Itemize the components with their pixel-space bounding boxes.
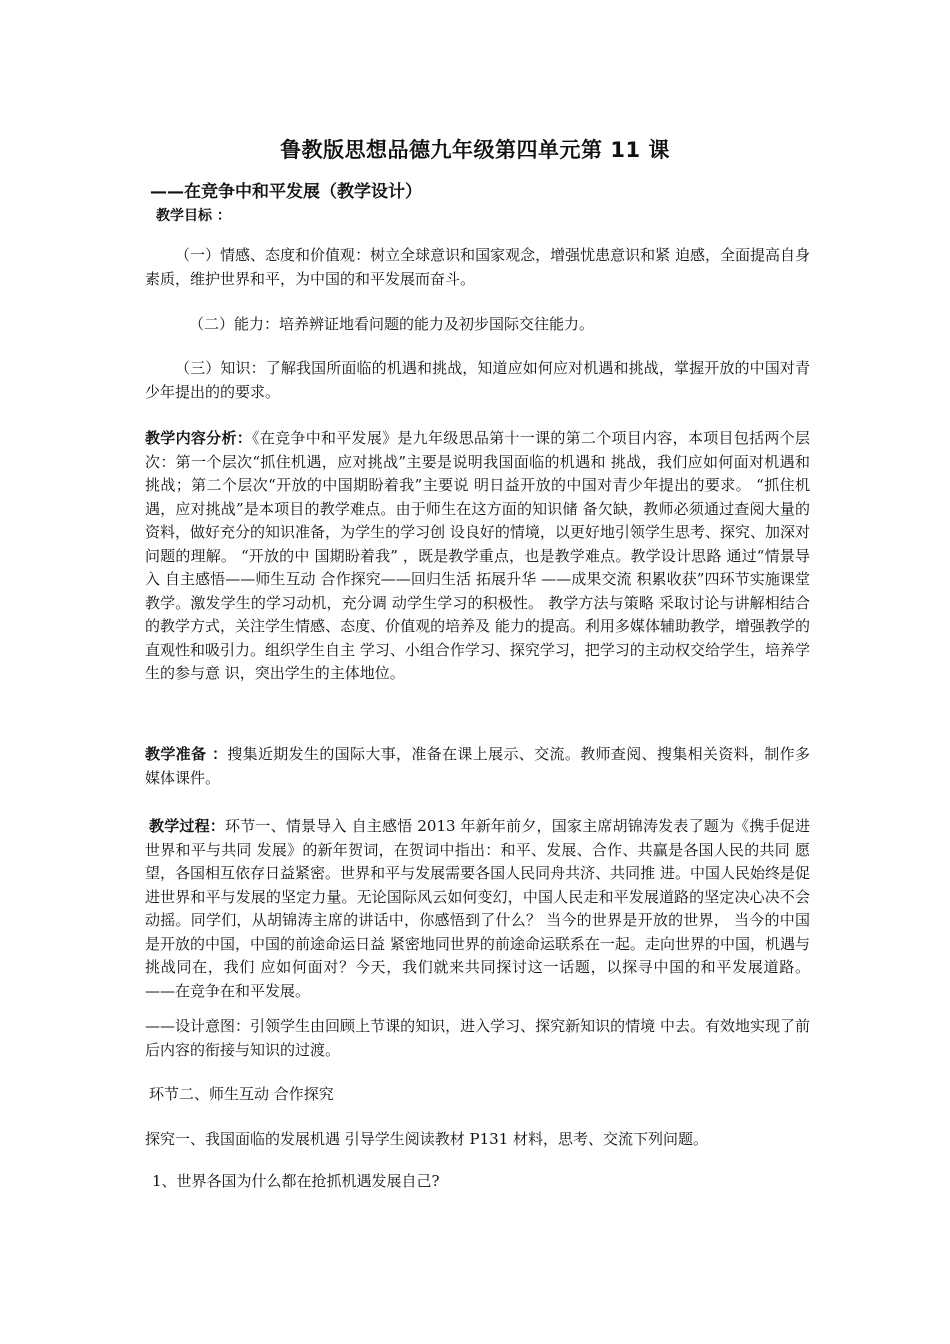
content-analysis-label: 教学内容分析： [145, 429, 253, 447]
section-two-heading: 环节二、师生互动 合作探究 [149, 1085, 334, 1103]
goal-ability: （二）能力：培养辨证地看问题的能力及初步国际交往能力。 [189, 315, 595, 333]
content-analysis-text: 《在竞争中和平发展》是九年级思品第十一课的第二个项目内容，本项目包括两个层次：第一个层次“抓住机遇，应对挑战”主要是说明我国面临的机遇和 挑战，我们应如何面对机遇和挑战；第二个层次“开放的中国期盼着我”主要说 明日益开放的中国对青少年提出的要求。 “抓住机遇，应对挑战”是本项目的教学难点。由于师生在这方面的知识储 备欠缺，教师必须通过查阅大量的资料，做好充分的知识准备，为学生的学习创 设良好的情境，以更好地引领学生思考、探究、加深对问题的理解。 “开放的中 国期盼着我” ，既是教学重点，也是教学难点。教学设计思路 通过“情景导入 自主感悟——师生互动 合作探究——回归生活 拓展升华 ——成果交流 积累收获”四环节实施课堂教学。激发学生的学习动机，充分调 动学生学习的积极性。 教学方法与策略 采取讨论与讲解相结合的教学方式，关注学生情感、态度、价值观的培养及 能力的提高。利用多媒体辅助教学，增强教学的直观性和吸引力。组织学生自主 学习、小组合作学习、探究学习，把学习的主动权交给学生，培养学生的参与意 识，突出学生的主体地位。 [145, 429, 810, 682]
inquiry-one: 探究一、我国面临的发展机遇 引导学生阅读教材 P131 材料，思考、交流下列问题。 [145, 1130, 709, 1148]
process-paragraph [145, 815, 810, 1003]
question-one: 1、世界各国为什么都在抢抓机遇发展自己? [152, 1172, 440, 1190]
process-label: 教学过程： [149, 817, 226, 835]
document-subtitle: ——在竞争中和平发展（教学设计） [150, 182, 422, 202]
preparation-text: 搜集近期发生的国际大事，准备在课上展示、交流。教师查阅、搜集相关资料，制作多媒体课件。 [145, 745, 810, 787]
design-intent: ——设计意图：引领学生由回顾上节课的知识，进入学习、探究新知识的情境 中去。有效地实现了前后内容的衔接与知识的过渡。 [145, 1017, 810, 1059]
goals-heading: 教学目标 ： [156, 208, 231, 224]
preparation-paragraph [145, 743, 810, 790]
process-text: 环节一、情景导入 自主感悟 2013 年新年前夕，国家主席胡锦涛发表了题为《携手促进世界和平与共同 发展》的新年贺词，在贺词中指出：和平、发展、合作、共赢是各国人民的共同 愿望，各国相互依存日益紧密。世界和平与发展需要各国人民同舟共济、共同推 进。中国人民始终是促进世界和平与发展的坚定力量。无论国际风云如何变幻，中国人民走和平发展道路的坚定决心决不会动摇。同学们，从胡锦涛主席的讲话中，你感悟到了什么？ 当今的世界是开放的世界， 当今的中国是开放的中国，中国的前途命运日益 紧密地同世界的前途命运联系在一起。走向世界的中国，机遇与挑战同在，我们 应如何面对？今天，我们就来共同探讨这一话题，以探寻中国的和平发展道路。 ——在竞争在和平发展。 [145, 817, 810, 1000]
goal-knowledge: （三）知识：了解我国所面临的机遇和挑战，知道应如何应对机遇和挑战，掌握开放的中国对青少年提出的的要求。 [145, 359, 810, 401]
goal-emotion: （一）情感、态度和价值观：树立全球意识和国家观念，增强忧患意识和紧 迫感，全面提高自身素质，维护世界和平，为中国的和平发展而奋斗。 [145, 246, 810, 288]
document-title: 鲁教版思想品德九年级第四单元第 11 课 [280, 138, 670, 162]
preparation-label: 教学准备 ： [145, 745, 228, 763]
content-analysis-paragraph [145, 427, 810, 686]
